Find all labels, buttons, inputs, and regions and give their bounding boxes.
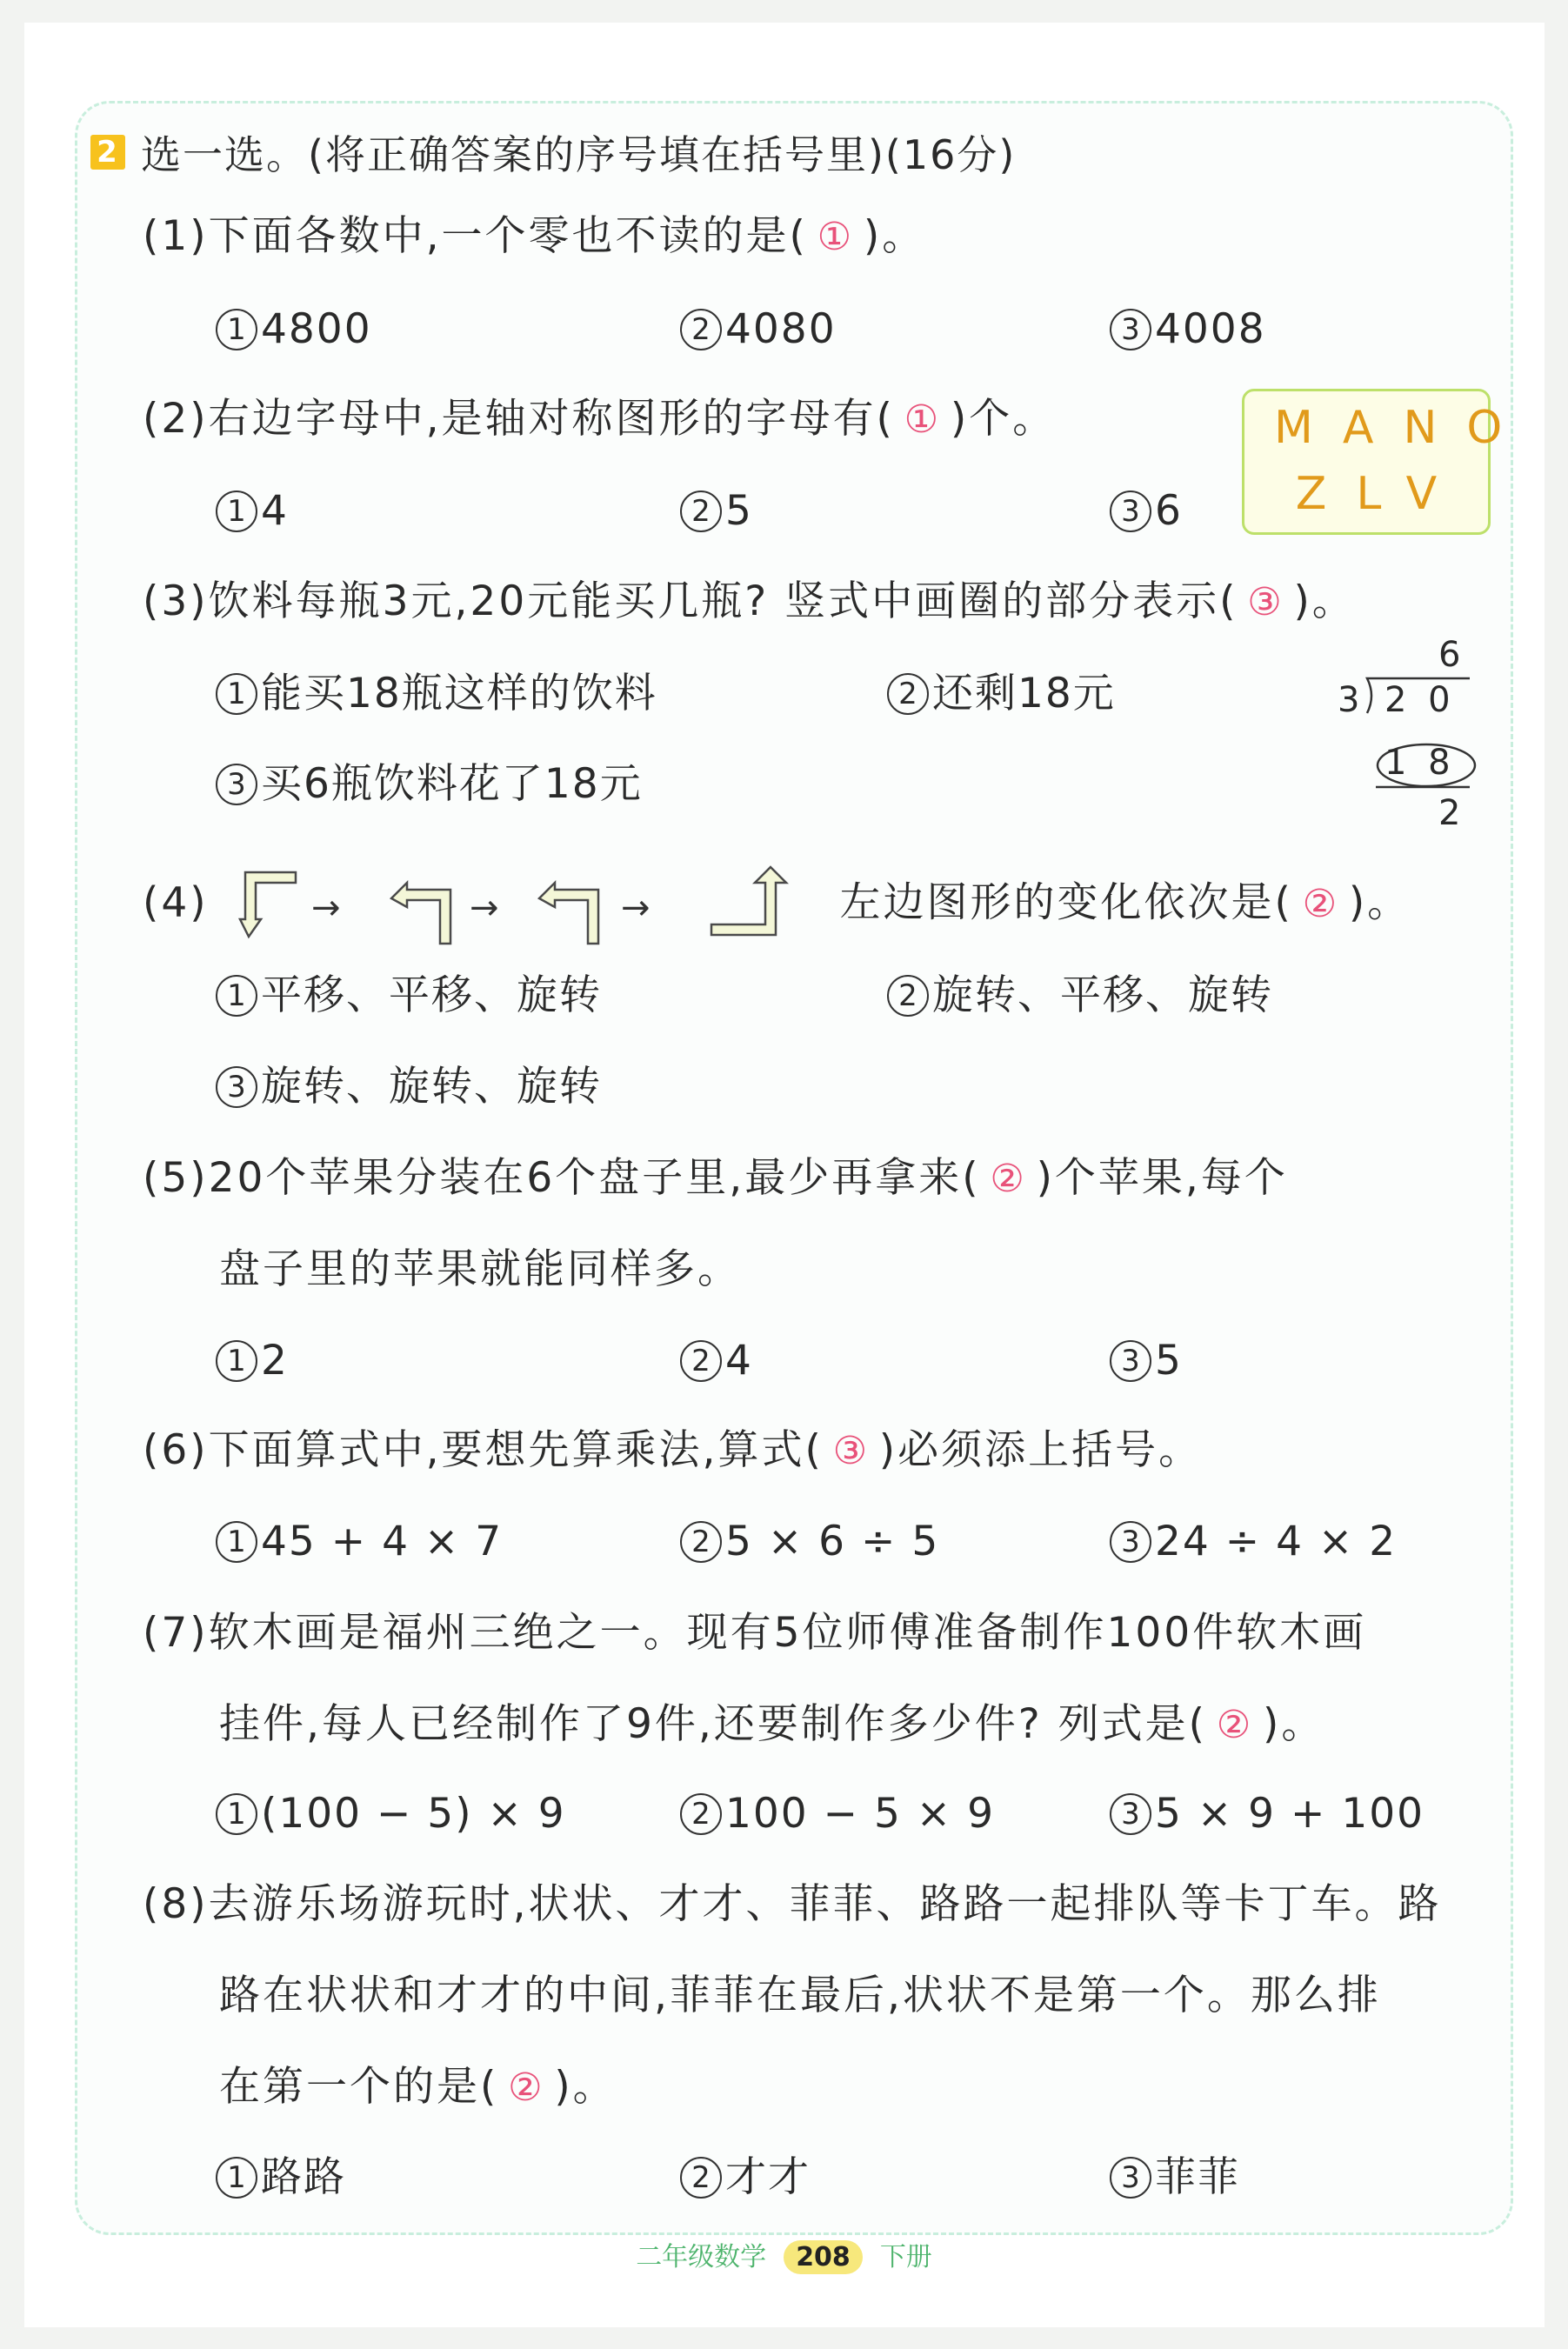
arrow-2: → xyxy=(469,888,502,928)
bent-arrow-shape-3 xyxy=(539,883,598,944)
option-text: 平移、平移、旋转 xyxy=(261,971,602,1019)
question-3 xyxy=(143,576,1356,629)
option-text: 4800 xyxy=(261,305,372,353)
q6-text: (6)下面算式中,要想先算乘法,算式( xyxy=(143,1426,824,1474)
q1-text: (1)下面各数中,一个零也不读的是( xyxy=(143,212,808,260)
circled-mark: 1 xyxy=(216,490,257,532)
q8-text-after: )。 xyxy=(554,2063,617,2111)
q5-answer: ② xyxy=(990,1157,1027,1201)
q3-text: (3)饮料每瓶3元,20元能买几瓶? 竖式中画圈的部分表示( xyxy=(143,577,1238,625)
division-bracket-lines xyxy=(1331,644,1487,835)
arrow-3: → xyxy=(620,888,653,928)
circled-mark: 1 xyxy=(216,1793,257,1835)
circled-mark: 1 xyxy=(216,975,257,1017)
q4-option-1 xyxy=(216,970,602,1022)
circled-mark: 3 xyxy=(1110,309,1151,350)
q8-text-line-2: 路在状状和才才的中间,菲菲在最后,状状不是第一个。那么排 xyxy=(219,1972,1381,2019)
q2-option-2 xyxy=(680,485,753,537)
letters-figure xyxy=(1242,389,1532,535)
option-text: 买6瓶饮料花了18元 xyxy=(261,760,643,808)
option-text: 旋转、平移、旋转 xyxy=(932,971,1273,1019)
bent-arrow-shape-1 xyxy=(240,872,296,937)
q3-option-1 xyxy=(216,668,657,720)
question-6 xyxy=(143,1425,1202,1478)
question-7 xyxy=(219,1698,1324,1752)
q5-option-1 xyxy=(216,1335,289,1387)
q1-option-1 xyxy=(216,304,372,356)
q8-text: 在第一个的是( xyxy=(219,2063,499,2111)
q1-answer: ① xyxy=(817,215,855,259)
circled-mark: 2 xyxy=(680,1793,722,1835)
option-text: 4 xyxy=(725,1337,753,1385)
option-text: 菲菲 xyxy=(1155,2153,1240,2201)
circled-mark: 3 xyxy=(216,1066,257,1108)
option-text: 路路 xyxy=(261,2153,346,2201)
q3-text-after: )。 xyxy=(1293,577,1356,625)
option-text: 旋转、旋转、旋转 xyxy=(261,1063,602,1111)
shape-transform-sequence xyxy=(224,864,824,947)
option-text: 才才 xyxy=(725,2153,811,2201)
option-text: 5 × 9 + 100 xyxy=(1155,1790,1425,1838)
q3-option-3 xyxy=(216,758,643,811)
circled-mark: 1 xyxy=(216,309,257,350)
q4-text: 左边图形的变化依次是( xyxy=(839,878,1293,927)
q7-option-2 xyxy=(680,1788,995,1840)
q3-option-2 xyxy=(887,668,1116,720)
circled-mark: 3 xyxy=(1110,1340,1151,1382)
q7-text: 挂件,每人已经制作了9件,还要制作多少件? 列式是( xyxy=(219,1700,1208,1748)
option-text: 100 − 5 × 9 xyxy=(725,1790,996,1838)
question-2 xyxy=(143,393,1056,446)
q6-option-1 xyxy=(216,1516,503,1568)
q2-option-3 xyxy=(1110,485,1183,537)
q4-text-after: )。 xyxy=(1348,878,1411,927)
option-text: 5 xyxy=(1155,1337,1183,1385)
circled-mark: 3 xyxy=(1110,2157,1151,2199)
circled-mark: 1 xyxy=(216,673,257,715)
bent-arrow-shape-2 xyxy=(391,883,450,944)
question-4 xyxy=(143,864,1411,947)
q6-option-3 xyxy=(1110,1516,1397,1568)
division-divisor: 3 xyxy=(1338,680,1360,720)
option-text: 24 ÷ 4 × 2 xyxy=(1155,1518,1398,1565)
q7-text-after: )。 xyxy=(1263,1700,1325,1748)
circled-mark: 3 xyxy=(216,764,257,805)
section-title: 选一选。(将正确答案的序号填在括号里)(16分) xyxy=(141,131,1017,178)
q5-text-line-2: 盘子里的苹果就能同样多。 xyxy=(219,1245,741,1293)
long-division-figure xyxy=(1331,635,1487,835)
page-footer xyxy=(0,2235,1568,2274)
q8-option-1 xyxy=(216,2152,346,2204)
q5-text: (5)20个苹果分装在6个盘子里,最少再拿来( xyxy=(143,1154,981,1202)
q2-option-1 xyxy=(216,485,289,537)
q4-label: (4) xyxy=(143,878,209,927)
circled-mark: 2 xyxy=(680,1340,722,1382)
division-product: 1 8 xyxy=(1385,743,1456,783)
question-5 xyxy=(143,1152,1288,1205)
section-number-badge: 2 xyxy=(90,135,125,170)
option-text: 45 + 4 × 7 xyxy=(261,1518,504,1565)
q2-text-after: )个。 xyxy=(950,395,1057,443)
q4-option-2 xyxy=(887,970,1273,1022)
circled-mark: 1 xyxy=(216,2157,257,2199)
question-8 xyxy=(219,2061,617,2114)
q2-answer: ① xyxy=(904,397,942,442)
q5-text-after: )个苹果,每个 xyxy=(1036,1154,1288,1202)
circled-mark: 2 xyxy=(680,490,722,532)
circled-mark: 2 xyxy=(680,309,722,350)
q1-text-after: )。 xyxy=(863,212,926,260)
q6-option-2 xyxy=(680,1516,939,1568)
q6-text-after: )必须添上括号。 xyxy=(878,1426,1203,1474)
q6-answer: ③ xyxy=(832,1429,871,1473)
q3-answer: ③ xyxy=(1247,580,1284,624)
q4-option-3 xyxy=(216,1061,602,1113)
circled-mark: 3 xyxy=(1110,490,1151,532)
q4-answer: ② xyxy=(1302,881,1340,926)
option-text: 还剩18元 xyxy=(932,670,1116,717)
option-text: 4 xyxy=(261,487,289,535)
division-dividend: 2 0 xyxy=(1385,680,1456,720)
letters-row-1: MANO xyxy=(1274,402,1532,454)
circled-mark: 2 xyxy=(887,975,929,1017)
circled-mark: 2 xyxy=(680,2157,722,2199)
option-text: 5 × 6 ÷ 5 xyxy=(725,1518,940,1565)
option-text: 4080 xyxy=(725,305,837,353)
option-text: 能买18瓶这样的饮料 xyxy=(261,670,657,717)
q8-option-3 xyxy=(1110,2152,1240,2204)
circled-mark: 3 xyxy=(1110,1793,1151,1835)
division-quotient: 6 xyxy=(1438,635,1461,675)
q8-text-line-1: (8)去游乐场游玩时,状状、才才、菲菲、路路一起排队等卡丁车。路 xyxy=(143,1880,1442,1928)
letters-row-2: ZLV xyxy=(1295,468,1467,520)
page-number: 208 xyxy=(784,2240,863,2274)
section-heading xyxy=(90,126,1016,178)
division-remainder: 2 xyxy=(1438,793,1461,833)
circled-mark: 1 xyxy=(216,1340,257,1382)
q7-answer: ② xyxy=(1216,1703,1254,1747)
option-text: 5 xyxy=(725,487,753,535)
option-text: 4008 xyxy=(1155,305,1266,353)
q2-text: (2)右边字母中,是轴对称图形的字母有( xyxy=(143,395,895,443)
q7-option-3 xyxy=(1110,1788,1425,1840)
q8-option-2 xyxy=(680,2152,811,2204)
q1-option-2 xyxy=(680,304,837,356)
q5-option-2 xyxy=(680,1335,753,1387)
circled-mark: 2 xyxy=(887,673,929,715)
q8-answer: ② xyxy=(508,2065,545,2110)
question-1 xyxy=(143,210,925,264)
circled-mark: 2 xyxy=(680,1521,722,1563)
circled-mark: 3 xyxy=(1110,1521,1151,1563)
q5-option-3 xyxy=(1110,1335,1183,1387)
footer-grade: 二年级数学 xyxy=(636,2242,767,2272)
option-text: (100 − 5) × 9 xyxy=(261,1790,566,1838)
arrow-1: → xyxy=(310,888,344,928)
circled-mark: 1 xyxy=(216,1521,257,1563)
q7-text-line-1: (7)软木画是福州三绝之一。现有5位师傅准备制作100件软木画 xyxy=(143,1609,1367,1657)
option-text: 6 xyxy=(1155,487,1183,535)
q7-option-1 xyxy=(216,1788,566,1840)
footer-volume: 下册 xyxy=(879,2242,932,2272)
q1-option-3 xyxy=(1110,304,1266,356)
bent-arrow-shape-4 xyxy=(711,867,786,935)
option-text: 2 xyxy=(261,1337,289,1385)
